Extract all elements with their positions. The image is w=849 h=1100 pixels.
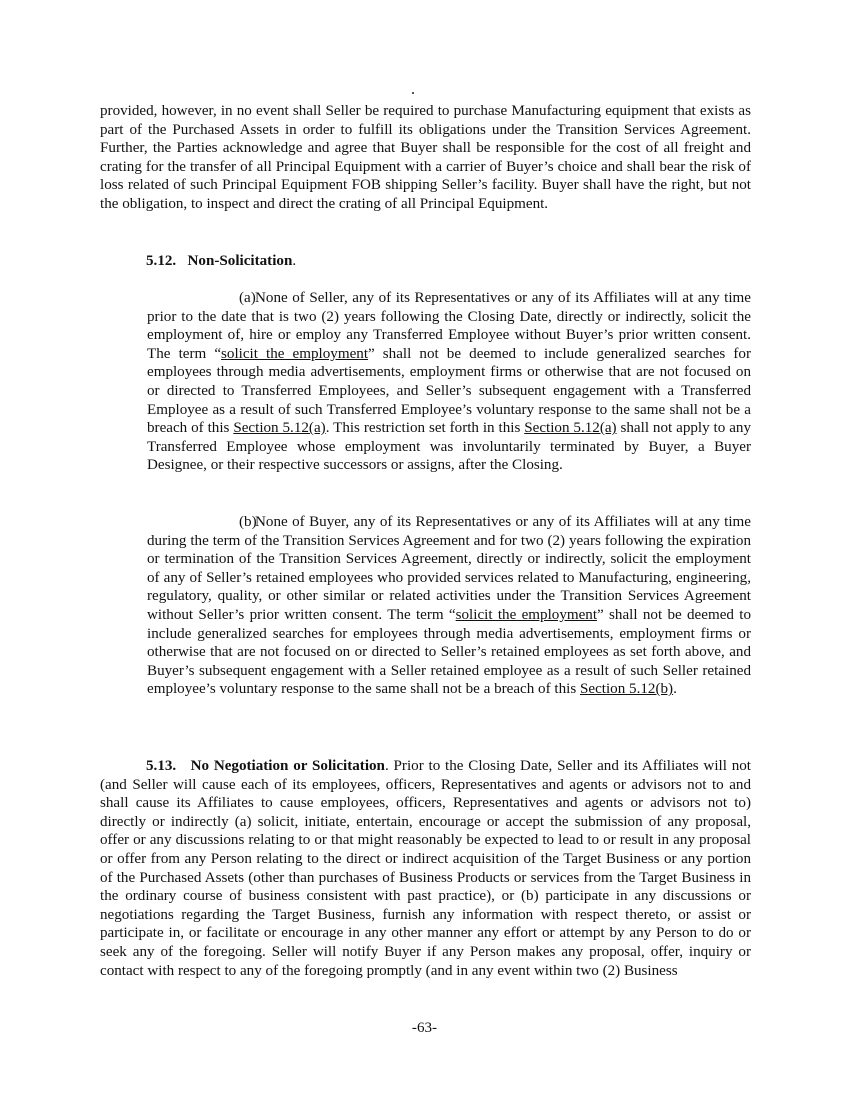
subsection-5-12-b: (b)None of Buyer, any of its Representatives or any of its Affiliates will at any time during the term of the Transition Services Agreement and for two (2) years following the expiration or termination of the Transition Services Agreement, directly or indirectly, solicit the employment of any of Seller’s retained employees who provided services related to Manufacturing, engineering, regulatory, quality, or other similar or related activities under the Transition Services Agreement without Seller’s prior written consent. The term “solicit the employment” shall not be deemed to include generalized searches for employees through media advertisements, employment firms or otherwise that are not focused on or directed to Seller’s retained employees as set forth above, and Buyer’s subsequent engagement with a Seller retained employee as a result of such Seller retained employee’s voluntary response to the same shall not be a breach of this Section 5.12(b). bbox=[147, 514, 751, 698]
section-reference: Section 5.12(a) bbox=[233, 420, 326, 437]
subsection-label: (a) bbox=[239, 290, 256, 306]
page-number: -63- bbox=[411, 1020, 438, 1036]
section-number: 5.12. bbox=[146, 253, 177, 269]
defined-term: solicit the employment bbox=[221, 345, 369, 362]
section-title: No Negotiation or Solicitation bbox=[190, 758, 385, 774]
section-title: Non-Solicitation bbox=[187, 253, 293, 269]
section-5-13: 5.13. No Negotiation or Solicitation. Prior to the Closing Date, Seller and its Affiliates will not (and Seller will cause each of its employees, officers, Representatives and agents or advisors not to and shall cause its Affiliates to cause employees, officers, Representatives and agents or advisors not to) directly or indirectly (a) solicit, initiate, entertain, encourage or accept the submission of any proposal, offer or any discussions relating to or that might reasonably be expected to lead to or result in any proposal or offer from any Person relating to the direct or indirect acquisition of the Target Business or any portion of the Purchased Assets (other than purchases of Business Products or services from the Target Business in the ordinary course of business consistent with past practice), or (b) participate in any discussions or negotiations regarding the Target Business, furnish any information with respect thereto, or assist or participate in, or facilitate or encourage in any other manner any effort or attempt by any Person to do or seek any of the foregoing. Seller will notify Buyer if any Person makes any proposal, offer, inquiry or contact with respect to any of the foregoing promptly (and in any event within two (2) Business bbox=[100, 758, 751, 979]
defined-term: solicit the employment bbox=[455, 606, 598, 623]
section-reference: Section 5.12(b) bbox=[580, 681, 674, 698]
paragraph-continuation: provided, however, in no event shall Seller be required to purchase Manufacturing equipment that exists as part of the Purchased Assets in order to fulfill its obligations under the Transition Services Agreement. Further, the Parties acknowledge and agree that Buyer shall be responsible for the cost of all freight and crating for the transfer of all Principal Equipment with a carrier of Buyer’s choice and shall bear the risk of loss related of such Principal Equipment FOB shipping Seller’s facility. Buyer shall have the right, but not the obligation, to inspect and direct the crating of all Principal Equipment. bbox=[100, 103, 751, 212]
subsection-5-12-a: (a)None of Seller, any of its Representatives or any of its Affiliates will at any time prior to the date that is two (2) years following the Closing Date, directly or indirectly, solicit the employment of, hire or employ any Transferred Employee without Buyer’s prior written consent. The term “solicit the employment” shall not be deemed to include generalized searches for employees through media advertisements, employment firms or otherwise that are not focused on or directed to Transferred Employees, and Seller’s subsequent engagement with a Transferred Employee as a result of such Transferred Employee’s voluntary response to the same shall not be a breach of this Section 5.12(a). This restriction set forth in this Section 5.12(a) shall not apply to any Transferred Employee whose employment was involuntarily terminated by Buyer, a Buyer Designee, or their respective successors or assigns, after the Closing. bbox=[147, 290, 751, 474]
section-5-12-heading: 5.12. Non-Solicitation. bbox=[146, 253, 297, 269]
section-reference: Section 5.12(a) bbox=[524, 420, 617, 437]
stray-mark bbox=[412, 92, 414, 94]
subsection-label: (b) bbox=[239, 514, 257, 530]
section-number: 5.13. bbox=[146, 758, 177, 774]
